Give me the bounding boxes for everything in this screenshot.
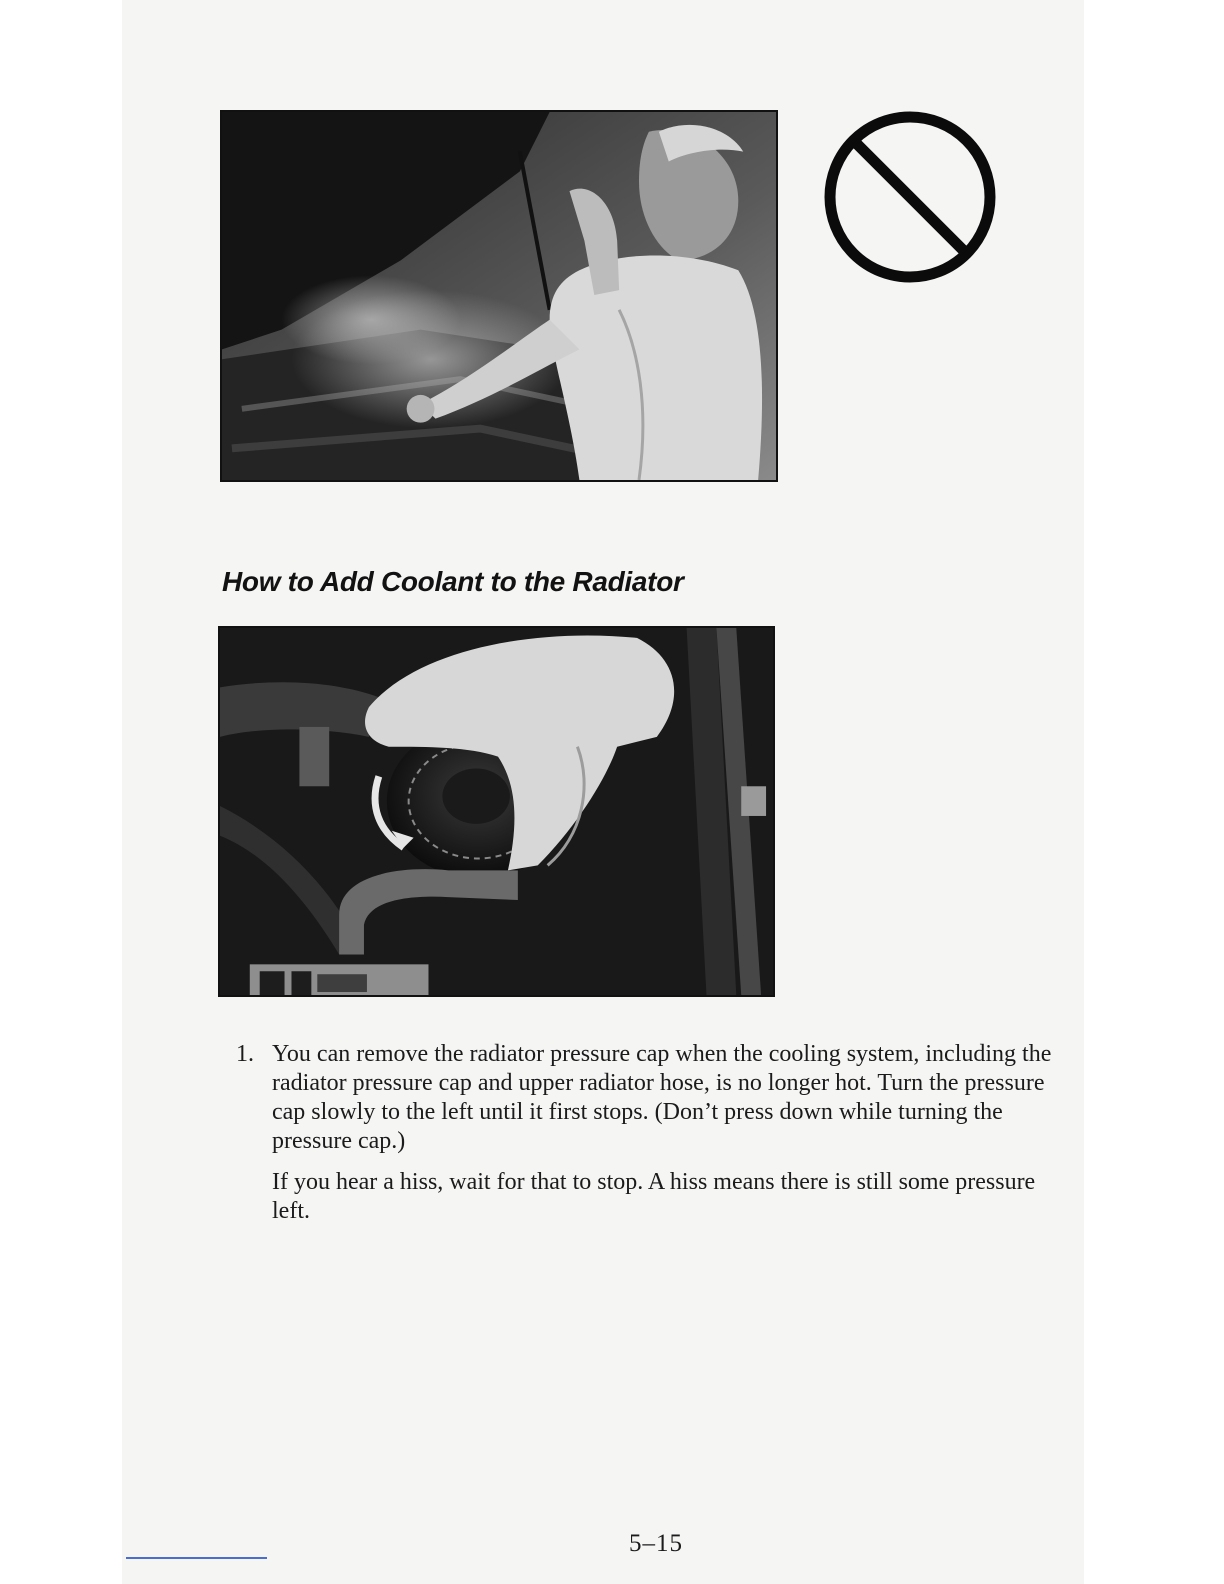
section-heading: How to Add Coolant to the Radiator [222,566,684,597]
list-item [236,1040,1056,1156]
step-number: 1. [236,1041,254,1067]
page-number: 5–15 [629,1530,683,1557]
photo-man-opening-hot-radiator-icon [222,112,776,480]
instruction-list [236,1040,1056,1226]
step-text: You can remove the radiator pressure cap when the cooling system, including the radiator pressure cap and upper radiator hose, is no longer hot. Turn the pressure cap slowly to the left until it first stops. (Don’t press down while turning the pressure cap.) [272,1041,1052,1154]
radiator-cap-photo [218,626,775,997]
footer-divider [126,1557,267,1559]
engine-warning-photo [220,110,778,482]
prohibition-circle-icon [818,105,1002,289]
step-note: If you hear a hiss, wait for that to stop. A hiss means there is still some pressure left. [272,1169,1036,1224]
photo-hand-turning-radiator-cap-icon [220,628,773,995]
